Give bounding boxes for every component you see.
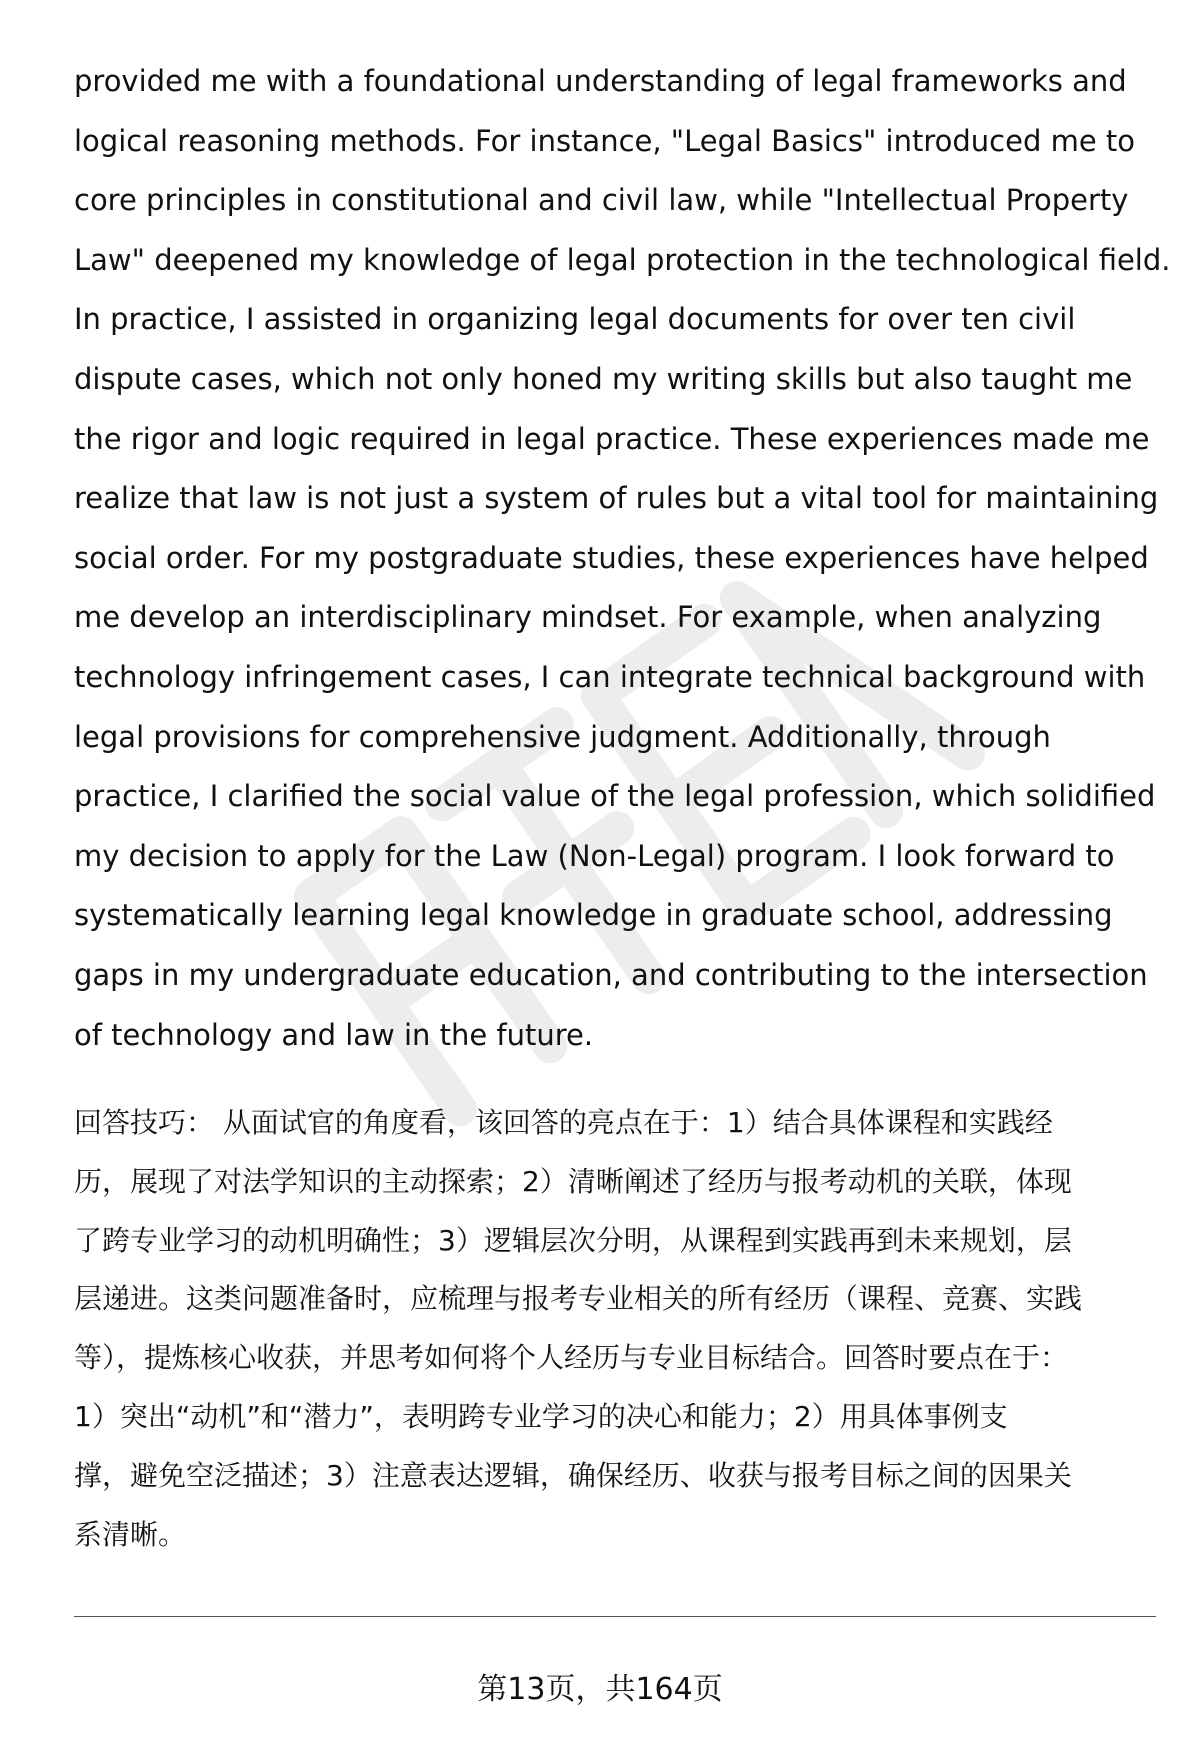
page-number: 第13页，共164页: [477, 1672, 723, 1707]
body-line-5: In practice, I assisted in organizing legal documents for over ten civil: [74, 302, 1076, 337]
body-line-14: my decision to apply for the Law (Non-Legal) program. I look forward to: [74, 838, 1115, 873]
answer-tips-text: [74, 1094, 1164, 1564]
body-line-13: practice, I clarified the social value of the legal profession, which solidified: [74, 779, 1156, 814]
body-line-16: gaps in my undergraduate education, and contributing to the intersection: [74, 957, 1148, 992]
body-line-2: logical reasoning methods. For instance, "Legal Basics" introduced me to: [74, 123, 1135, 158]
tips-line-8: 系清晰。: [74, 1517, 187, 1551]
body-line-10: me develop an interdisciplinary mindset. For example, when analyzing: [74, 600, 1102, 635]
body-line-3: core principles in constitutional and civil law, while "Intellectual Property: [74, 183, 1129, 218]
tips-line-5: 等），提炼核心收获，并思考如何将个人经历与专业目标结合。回答时要点在于：: [74, 1341, 1069, 1375]
body-line-17: of technology and law in the future.: [74, 1017, 594, 1052]
tips-line-3: 了跨专业学习的动机明确性；3）逻辑层次分明，从课程到实践再到未来规划，层: [74, 1223, 1072, 1257]
body-line-7: the rigor and logic required in legal practice. These experiences made me: [74, 421, 1150, 456]
body-line-12: legal provisions for comprehensive judgment. Additionally, through: [74, 719, 1051, 754]
body-line-11: technology infringement cases, I can integrate technical background with: [74, 659, 1146, 694]
body-line-8: realize that law is not just a system of rules but a vital tool for maintaining: [74, 481, 1159, 516]
tips-line-4: 层递进。这类问题准备时，应梳理与报考专业相关的所有经历（课程、竞赛、实践: [74, 1282, 1083, 1316]
answer-body-text: [74, 52, 1171, 1065]
tips-line-7: 撑，避免空泛描述；3）注意表达逻辑，确保经历、收获与报考目标之间的因果关: [74, 1458, 1072, 1492]
tips-line-2: 历，展现了对法学知识的主动探索；2）清晰阐述了经历与报考动机的关联，体现: [74, 1164, 1072, 1198]
body-line-4: Law" deepened my knowledge of legal protection in the technological field.: [74, 242, 1171, 277]
body-line-1: provided me with a foundational understanding of legal frameworks and: [74, 64, 1127, 98]
tips-line-1: 回答技巧： 从面试官的角度看，该回答的亮点在于：1）结合具体课程和实践经: [74, 1106, 1053, 1139]
tips-line-6: 1）突出“动机”和“潜力”，表明跨专业学习的决心和能力；2）用具体事例支: [74, 1399, 1008, 1433]
body-line-15: systematically learning legal knowledge in graduate school, addressing: [74, 898, 1113, 933]
footer-divider: [74, 1616, 1156, 1617]
body-line-9: social order. For my postgraduate studies, these experiences have helped: [74, 540, 1149, 575]
body-line-6: dispute cases, which not only honed my writing skills but also taught me: [74, 361, 1133, 396]
